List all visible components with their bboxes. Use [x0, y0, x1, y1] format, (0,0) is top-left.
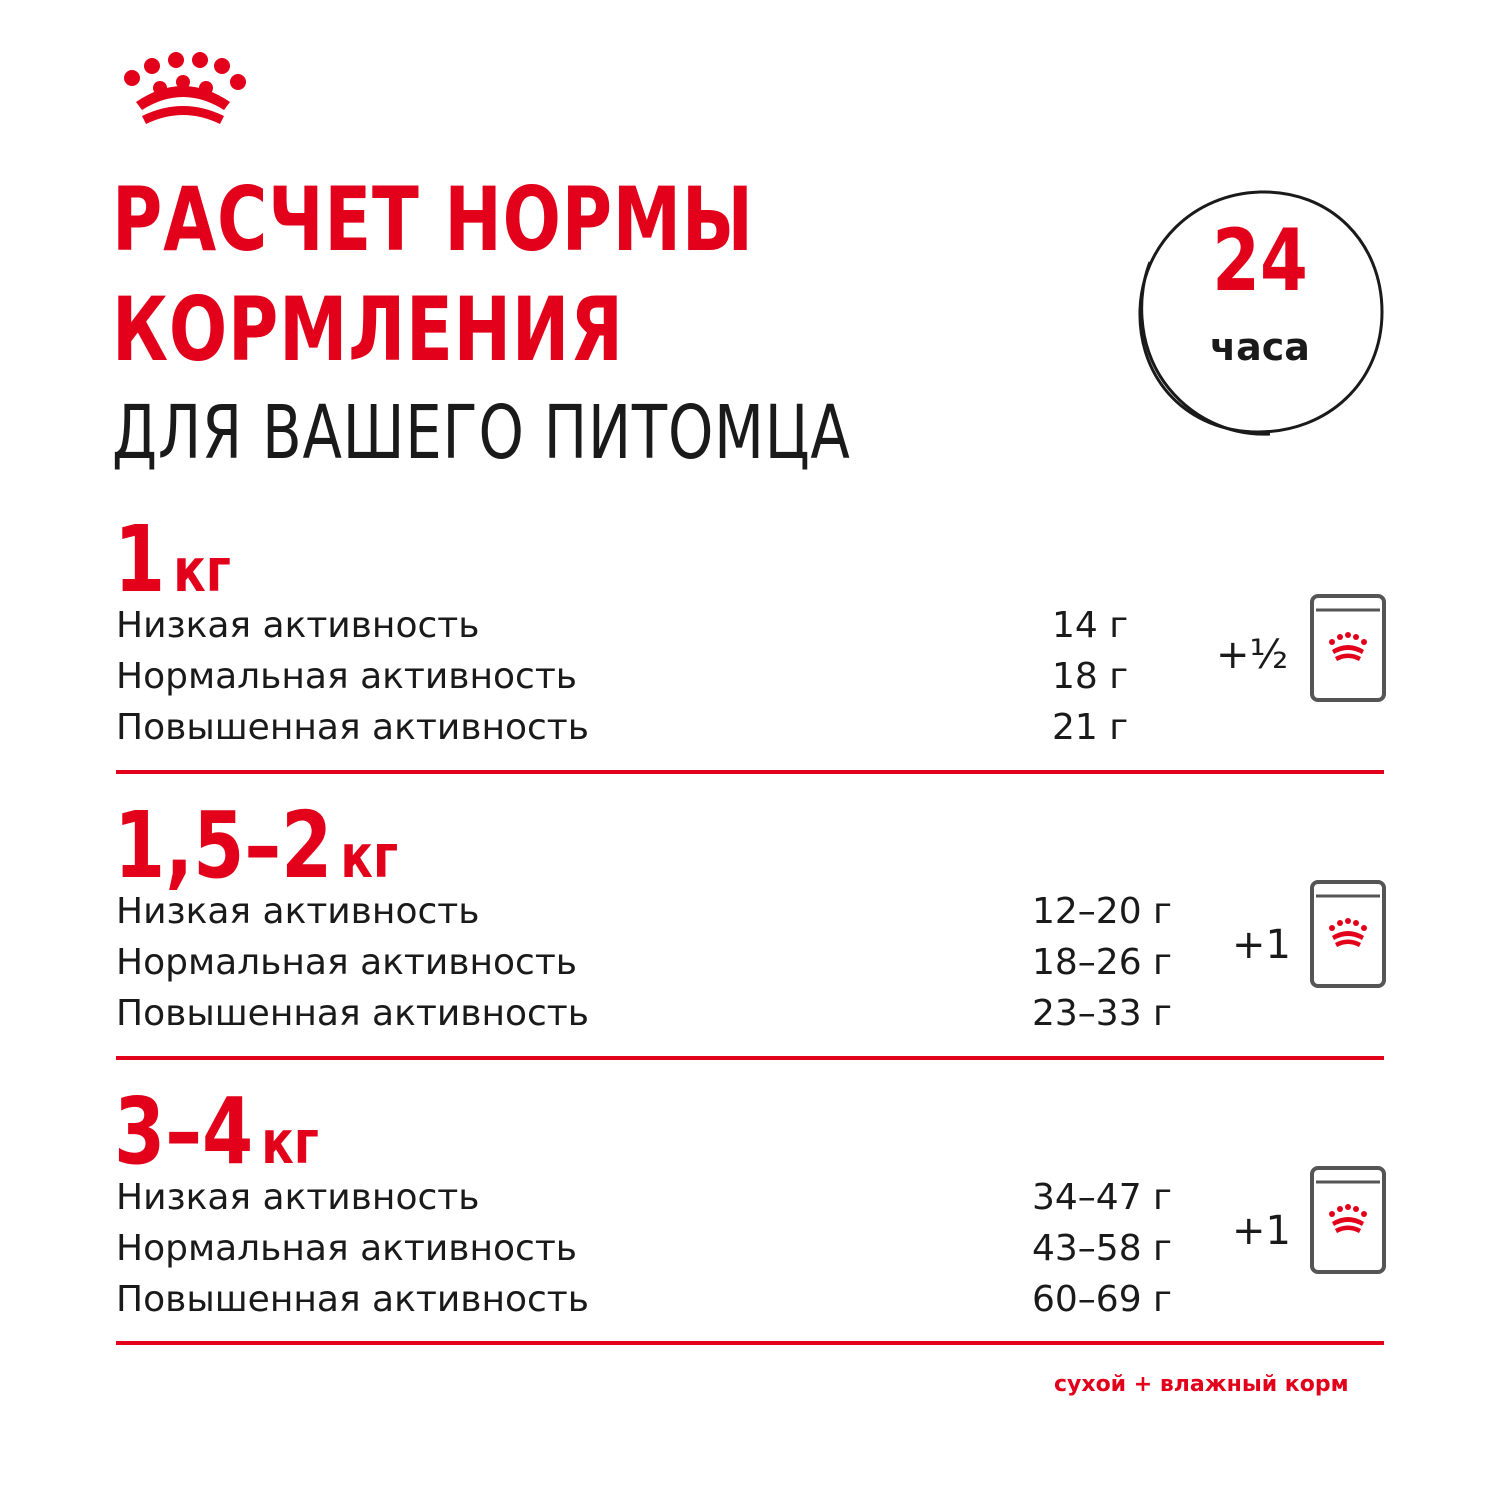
- page-title-line-2: КОРМЛЕНИЯ: [112, 278, 624, 381]
- activity-list: [116, 886, 1196, 1039]
- crown-logo-icon: [118, 52, 248, 128]
- activity-row: [116, 1274, 1196, 1325]
- weight-unit: кг: [173, 536, 231, 606]
- activity-amount: 14 г: [1052, 605, 1129, 646]
- activity-label: Низкая активность: [116, 605, 480, 646]
- activity-label: Повышенная активность: [116, 993, 589, 1034]
- activity-label: Повышенная активность: [116, 707, 589, 748]
- activity-amount: 18–26 г: [1032, 942, 1172, 983]
- weight-section-3: [0, 1078, 1500, 1376]
- pouch-icon: [1310, 594, 1386, 702]
- pouch-quantity: +1: [1232, 1208, 1291, 1254]
- activity-label: Нормальная активность: [116, 656, 578, 697]
- pouch-icon: [1310, 880, 1386, 988]
- weight-value: 3–4: [114, 1078, 254, 1185]
- footnote-text: сухой + влажный корм: [1054, 1372, 1349, 1397]
- badge-hours-number: 24: [1212, 211, 1308, 311]
- activity-row: [116, 1223, 1196, 1274]
- page-title-line-1: РАСЧЕТ НОРМЫ: [112, 168, 754, 271]
- weight-section-2: [0, 792, 1500, 1090]
- activity-row: [116, 1172, 1196, 1223]
- weight-unit: кг: [261, 1108, 319, 1178]
- activity-label: Нормальная активность: [116, 942, 578, 983]
- activity-list: [116, 1172, 1196, 1325]
- section-divider: [116, 1341, 1384, 1345]
- weight-value: 1: [114, 506, 166, 613]
- pouch-quantity: +1: [1232, 922, 1291, 968]
- weight-heading: [114, 506, 231, 613]
- activity-row: [116, 651, 1196, 702]
- activity-amount: 12–20 г: [1032, 891, 1172, 932]
- activity-label: Нормальная активность: [116, 1228, 578, 1269]
- page-subtitle: ДЛЯ ВАШЕГО ПИТОМЦА: [112, 390, 851, 476]
- activity-amount: 23–33 г: [1032, 993, 1172, 1034]
- activity-amount: 34–47 г: [1032, 1177, 1172, 1218]
- weight-value: 1,5–2: [114, 792, 333, 899]
- pouch-icon: [1310, 1166, 1386, 1274]
- weight-unit: кг: [340, 822, 399, 892]
- section-divider: [116, 770, 1384, 774]
- activity-row: [116, 600, 1196, 651]
- activity-row: [116, 988, 1196, 1039]
- activity-row: [116, 702, 1196, 753]
- activity-label: Повышенная активность: [116, 1279, 589, 1320]
- section-divider: [116, 1056, 1384, 1060]
- activity-list: [116, 600, 1196, 753]
- pouch-quantity: +½: [1216, 632, 1289, 678]
- activity-label: Низкая активность: [116, 891, 480, 932]
- badge-hours-unit: часа: [1210, 325, 1310, 369]
- weight-section-1: [0, 506, 1500, 804]
- activity-row: [116, 886, 1196, 937]
- weight-heading: [114, 1078, 319, 1185]
- activity-amount: 43–58 г: [1032, 1228, 1172, 1269]
- activity-amount: 21 г: [1052, 707, 1129, 748]
- activity-label: Низкая активность: [116, 1177, 480, 1218]
- weight-heading: [114, 792, 399, 899]
- activity-amount: 60–69 г: [1032, 1279, 1172, 1320]
- activity-amount: 18 г: [1052, 656, 1129, 697]
- activity-row: [116, 937, 1196, 988]
